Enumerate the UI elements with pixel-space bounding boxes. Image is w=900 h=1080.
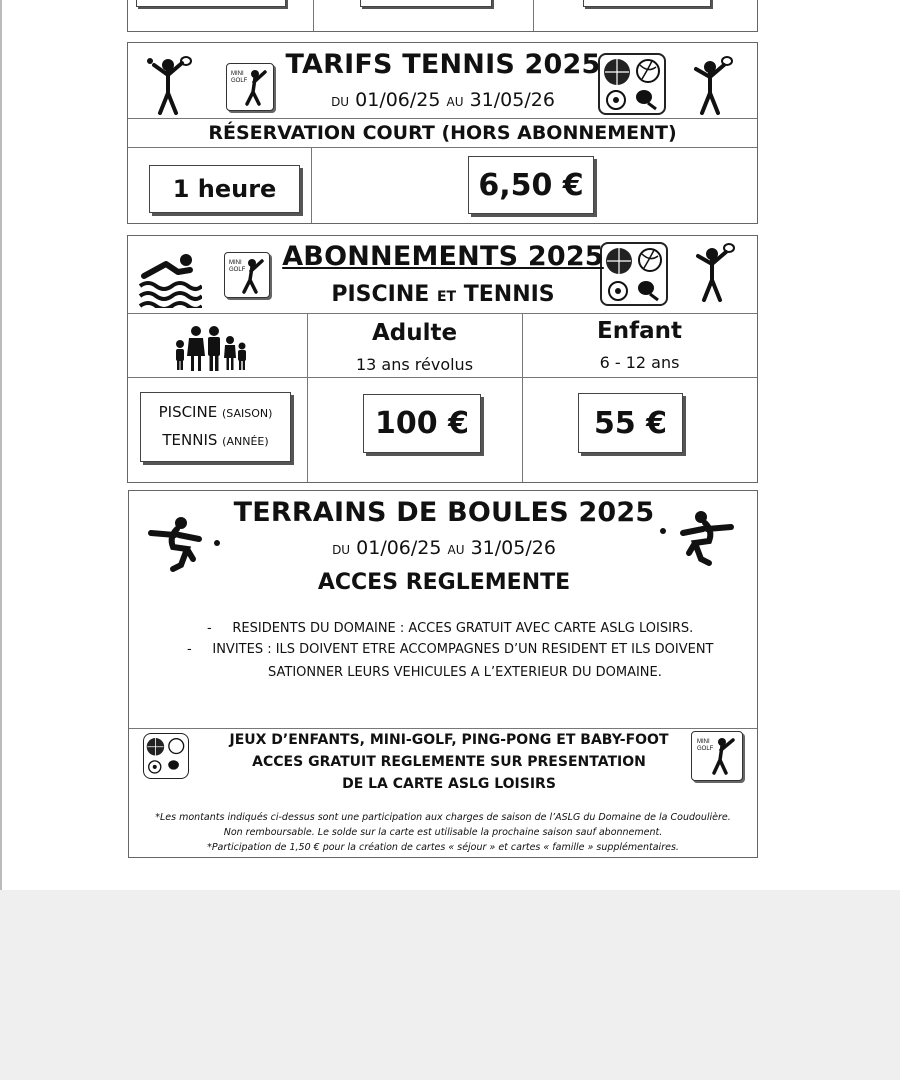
adult-label: Adulte	[371, 320, 458, 346]
tennis-duration-box	[149, 165, 300, 213]
tennis-label: TENNIS	[162, 431, 218, 449]
bullet-dash-2: -	[187, 642, 192, 657]
tennis-label-note: (ANNÉE)	[222, 435, 269, 448]
tennis-price-box	[468, 156, 594, 214]
sports-balls-icon-2	[600, 242, 668, 306]
subscriptions-subtitle-et: ET	[436, 289, 457, 305]
games-line-2: ACCES GRATUIT REGLEMENTE SUR PRESENTATION	[252, 754, 646, 770]
boules-period-start: 01/06/25	[356, 537, 442, 559]
minigolf-icon-2	[224, 252, 270, 298]
subscriptions-title: ABONNEMENTS 2025	[282, 241, 604, 272]
previous-table-fragment	[127, 0, 758, 32]
boules-title: TERRAINS DE BOULES 2025	[233, 497, 655, 528]
tennis-section	[127, 42, 758, 224]
fragment-box-2	[360, 0, 492, 7]
bullet-1-text: RESIDENTS DU DOMAINE : ACCES GRATUIT AVEC CARTE ASLG LOISIRS.	[232, 621, 694, 636]
tennis-title: TARIFS TENNIS 2025	[285, 49, 601, 80]
adult-price: 100 €	[375, 406, 469, 441]
tennis-player-icon-3	[690, 242, 736, 304]
footnote-line-3: *Participation de 1,50 € pour la création de cartes « séjour » et cartes « famille » supplémentaires.	[207, 842, 679, 853]
tennis-period	[278, 89, 608, 111]
svg-text:GOLF: GOLF	[231, 78, 248, 84]
footnote-line-1: *Les montants indiqués ci-dessus sont une participation aux charges de saison de l’ASLG du Domaine de la Coudoulière.	[155, 812, 731, 823]
boules-section	[128, 490, 758, 858]
child-price: 55 €	[593, 405, 668, 441]
sports-balls-icon-3	[143, 733, 189, 779]
tennis-period-end: 31/05/26	[469, 89, 555, 111]
boules-bullet-2-line2: SATIONNER LEURS VEHICULES A L’EXTERIEUR DU DOMAINE.	[268, 665, 662, 680]
games-line-3: DE LA CARTE ASLG LOISIRS	[342, 776, 556, 792]
subscriptions-section	[127, 235, 758, 483]
tennis-price: 6,50 €	[478, 167, 584, 203]
sports-balls-icon	[598, 53, 666, 115]
swimming-icon	[138, 250, 202, 308]
subscriptions-subtitle-a: PISCINE	[331, 282, 430, 307]
svg-text:MINI: MINI	[229, 260, 242, 266]
svg-text:GOLF: GOLF	[229, 267, 246, 273]
family-icon	[172, 324, 248, 372]
tennis-player-icon	[144, 55, 192, 117]
svg-text:MINI: MINI	[697, 739, 710, 745]
tennis-period-prefix: DU	[331, 95, 350, 109]
bullet-2-text-line1: INVITES : ILS DOIVENT ETRE ACCOMPAGNES D’UN RESIDENT ET ILS DOIVENT	[212, 642, 714, 657]
boules-access-title: ACCES REGLEMENTE	[317, 570, 571, 595]
child-price-box	[578, 393, 683, 453]
fragment-box-3	[583, 0, 711, 7]
child-label: Enfant	[597, 318, 682, 344]
svg-text:MINI: MINI	[231, 71, 244, 77]
boules-period-mid: AU	[447, 543, 465, 557]
pool-tennis-label-box	[140, 392, 291, 462]
minigolf-icon-3	[691, 731, 743, 781]
petanque-player-icon-left	[147, 515, 227, 575]
tennis-duration-label: 1 heure	[172, 175, 277, 203]
boules-period	[219, 537, 669, 559]
subscriptions-subtitle	[278, 282, 608, 307]
minigolf-icon	[226, 63, 274, 111]
tennis-reservation-header: RÉSERVATION COURT (HORS ABONNEMENT)	[208, 122, 677, 144]
pool-label: PISCINE	[158, 403, 218, 421]
boules-bullet-1	[207, 621, 693, 636]
footnote-line-2: Non remboursable. Le solde sur la carte est utilisable la prochaine saison sauf abonnement.	[223, 827, 663, 838]
tennis-period-mid: AU	[446, 95, 464, 109]
boules-period-end: 31/05/26	[470, 537, 556, 559]
games-line-1: JEUX D’ENFANTS, MINI-GOLF, PING-PONG ET BABY-FOOT	[229, 732, 669, 748]
fragment-box-1	[136, 0, 286, 7]
svg-text:GOLF: GOLF	[697, 746, 714, 752]
adult-price-box	[363, 394, 481, 453]
tennis-player-icon-right	[688, 55, 734, 117]
tennis-period-start: 01/06/25	[355, 89, 441, 111]
bullet-dash-1: -	[207, 621, 212, 636]
boules-bullet-2	[187, 642, 714, 657]
child-age: 6 - 12 ans	[599, 353, 680, 372]
boules-period-prefix: DU	[332, 543, 351, 557]
subscriptions-subtitle-b: TENNIS	[463, 282, 555, 307]
adult-age: 13 ans révolus	[355, 355, 474, 374]
pool-label-note: (SAISON)	[221, 407, 273, 420]
